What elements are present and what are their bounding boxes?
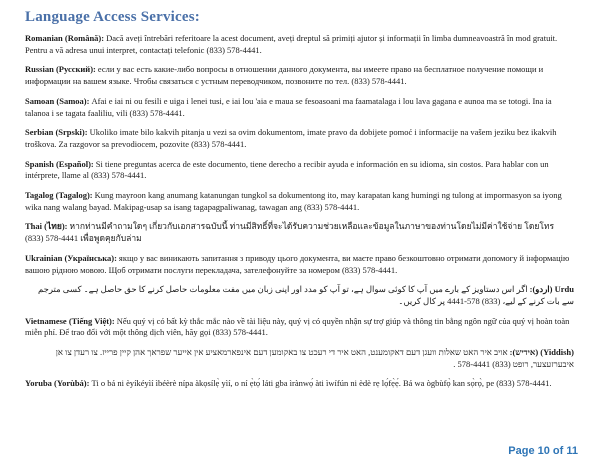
notice-language-label: Russian (Русский): bbox=[25, 64, 96, 75]
notice-urdu bbox=[25, 284, 574, 307]
notice-language-label: Romanian (Română): bbox=[25, 33, 105, 43]
notice-text: หากท่านมีคำถามใดๆ เกี่ยวกับเอกสารฉบับนี้ ท่านมีสิทธิ์ที่จะได้รับความช่วยเหลือและข้อมูลในภาษาของท่านโดยไม่มีค่าใช้จ่าย โดยโทร (833) 578-4441 เพื่อพูดคุยกับล่าม bbox=[25, 221, 555, 244]
notice-text: Si tiene preguntas acerca de este documento, tiene derecho a recibir ayuda e información en su idioma, sin costos. Para hablar con un intérprete, llame al (833) 578-4441. bbox=[25, 158, 549, 181]
notice-language-label: Vietnamese (Tiếng Việt): bbox=[25, 315, 115, 326]
notice-text: Ukoliko imate bilo kakvih pitanja u vezi sa ovim dokumentom, imate pravo da dobijete pomoć i informacije na vašem jeziku bez ikakvih troškova. Za razgovor sa prevodiocem, pozovite (833) 578-4441. bbox=[25, 127, 557, 149]
notice-text: якщо у вас виникають запитання з приводу цього документа, ви маєте право безкоштовно отримати допомогу й інформацію вашою рідною мовою. Щоб отримати послуги перекладача, зателефонуйте за номером (833) 578-4441. bbox=[25, 252, 570, 275]
page-title: Language Access Services: bbox=[25, 9, 200, 25]
notice-yoruba bbox=[25, 378, 574, 390]
notice-language-label: Ukrainian (Українська): bbox=[25, 252, 117, 263]
notice-russian bbox=[25, 64, 574, 87]
notice-language-label: Spanish (Español): bbox=[25, 158, 94, 169]
notice-language-label: Yoruba (Yorùbá): bbox=[25, 378, 90, 389]
notice-ukrainian bbox=[25, 253, 574, 276]
notice-tagalog bbox=[25, 190, 574, 213]
notice-text: Dacă aveți întrebări referitoare la acest document, aveți dreptul să primiți ajutor și informații în limba dumneavoastră în mod gratuit. Pentru a vă adresa unui interpret, contactați telefonic (833) 578-4441. bbox=[25, 33, 558, 55]
notice-text: если у вас есть какие-либо вопросы в отношении данного документа, вы имеете право на бесплатное получение помощи и информации на вашем языке. Чтобы связаться с устным переводчиком, позвоните по тел. (833) 578-4441. bbox=[25, 64, 544, 87]
notice-yiddish bbox=[25, 347, 574, 370]
notice-text: Nếu quý vị có bất kỳ thắc mắc nào về tài liệu này, quý vị có quyền nhận sự trợ giúp và thông tin bằng ngôn ngữ của quý vị hoàn toàn miễn phí. Để trao đổi với một thông dịch viên, hãy gọi (833) 578-4441. bbox=[25, 315, 570, 338]
notice-text: אויב איר האט שאלות וועגן דעם דאקומענט, האט איר די רעכט צו באקומען דעם אינפארמאציע אין אייער שפראך אהן קיין פרייז. צו רעדן צו אן איבערזעצער, רופט (833) 578-4441 . bbox=[55, 347, 574, 369]
notice-text: Ti o bá ni èyíkéyìí ìbéèrè nípa àkọsílẹ̀ yìí, o ní ẹ̀tọ́ láti gba ìrànwọ́ àti ìwífún ni èdè rẹ lọ́fẹ̀ẹ́. Bá wa ògbùfọ̀ kan sọ̀rọ̀, pe (833) 578-4441. bbox=[91, 378, 552, 389]
notice-language-label: Urdu (اردو): bbox=[529, 284, 574, 295]
notice-romanian bbox=[25, 33, 574, 56]
notice-samoan bbox=[25, 96, 574, 119]
notice-vietnamese bbox=[25, 316, 574, 339]
notice-language-label: Samoan (Samoa): bbox=[25, 95, 90, 106]
notice-language-label: Thai (ไทย): bbox=[25, 221, 68, 232]
notice-text: اگر اس دستاویز کے بارے میں آپ کا کوئی سوال ہے، تو آپ کو مدد اور اپنی زبان میں مفت معلومات حاصل کرنے کا حق حاصل ہے۔ کسی مترجم سے بات کرنے کے لیے، (833) 578-4441 پر کال کریں۔ bbox=[37, 284, 574, 306]
notice-text: Kung mayroon kang anumang katanungan tungkol sa dokumentong ito, may karapatan kang humingi ng tulong at impormasyon sa iyong wika nang walang bayad. Makipag-usap sa isang tagapagpaliwanag, tawagan ang (833) 578-4441. bbox=[25, 190, 562, 212]
notice-language-label: (Yiddish) (אידיש): bbox=[509, 347, 574, 358]
notice-serbian bbox=[25, 127, 574, 150]
notice-thai bbox=[25, 221, 574, 244]
notice-text: Afai e iai ni ou fesili e uiga i lenei tusi, e iai lou 'aia e maua se fesoasoani ma faamatalaga i lou lava gagana e aunoa ma se totogi. Ina ia talanoa i se tagata faaliliu, vili (833) 578-4441. bbox=[25, 95, 552, 118]
notice-spanish bbox=[25, 159, 574, 182]
notice-language-label: Serbian (Srpski): bbox=[25, 127, 88, 138]
notice-language-label: Tagalog (Tagalog): bbox=[25, 190, 93, 201]
page-number: Page 10 of 11 bbox=[508, 445, 578, 457]
